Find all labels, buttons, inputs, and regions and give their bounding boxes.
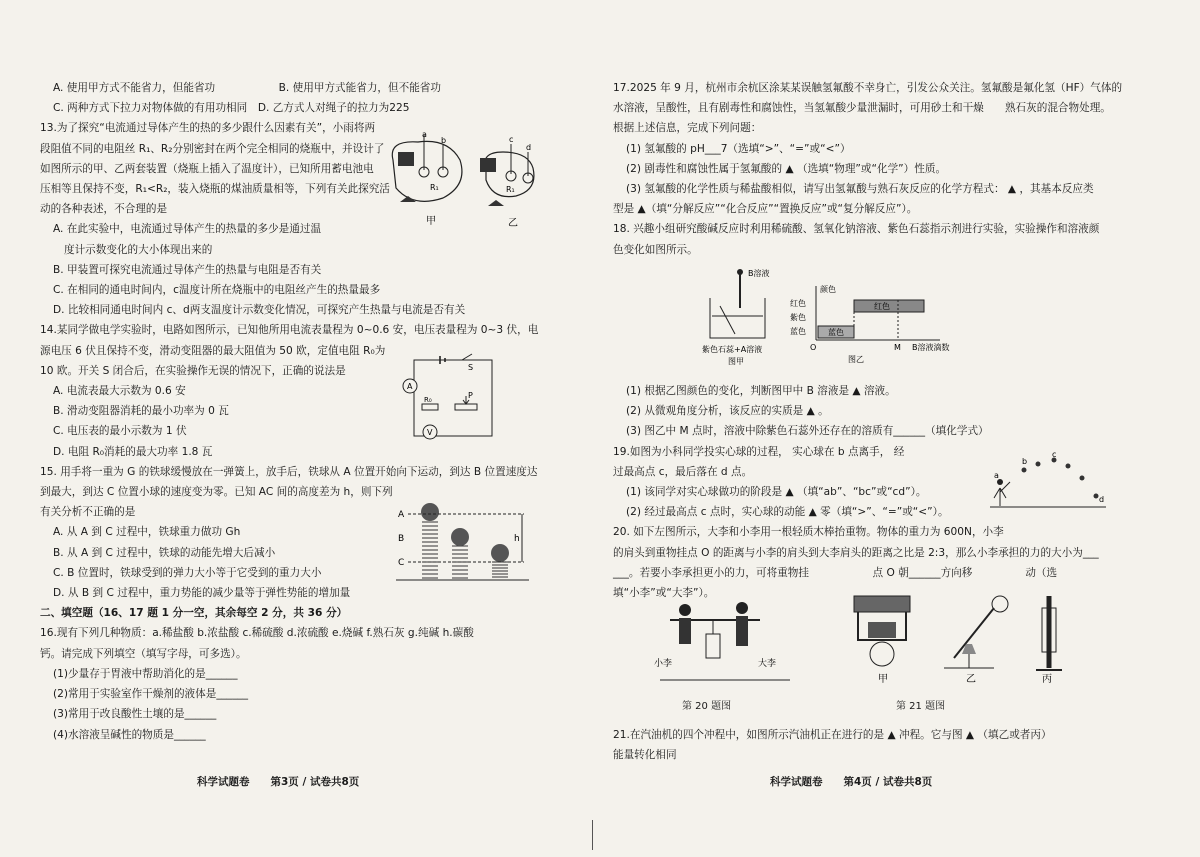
right-line: (1) 该同学对实心球做功的阶段是 ▲ （填“ab”、“bc”或“cd”）。 xyxy=(626,486,927,499)
q13-heating-figure xyxy=(388,130,548,230)
q18-fig-yi: 图乙 xyxy=(848,355,864,364)
q18-origin: O xyxy=(810,343,817,352)
right-line: (2) 剧毒性和腐蚀性属于氢氟酸的 ▲ （选填“物理”或“化学”）性质。 xyxy=(626,162,947,175)
q20-caption: 第 20 题图 xyxy=(682,701,732,712)
q13-label-a: a xyxy=(422,130,427,139)
right-line: (1) 根据乙图颜色的变化，判断图甲中 B 溶液是 ▲ 溶液。 xyxy=(626,385,896,398)
right-line: 过最高点 c，最后落在 d 点。 xyxy=(613,465,753,478)
q15-label-a: A xyxy=(398,510,405,520)
q18-beaker-label: 紫色石蕊+A溶液 xyxy=(702,345,763,354)
left-line: 动的各种表述，不合理的是 xyxy=(40,203,168,216)
q18-point-m: M xyxy=(894,343,901,352)
left-line: 压相等且保持不变，R₁<R₂，装入烧瓶的煤油质量相等，下列有关此探究活 xyxy=(40,183,390,196)
left-line: A. 使用甲方式不能省力，但能省功 B. 使用甲方式能省力，但不能省功 xyxy=(53,82,441,94)
right-line xyxy=(613,260,1173,280)
left-line: C. 在相同的通电时间内，c温度计所在烧瓶中的电阻丝产生的热量最多 xyxy=(53,284,381,297)
right-line: 色变化如图所示。 xyxy=(613,243,698,256)
left-line: 二、填空题（16、17 题 1 分一空，其余每空 2 分，共 36 分） xyxy=(40,607,348,620)
left-line: (3)常用于改良酸性土壤的是______ xyxy=(53,708,217,721)
q19-throw-figure xyxy=(990,452,1110,512)
q13-label-c: c xyxy=(509,135,514,144)
right-line: (1) 氢氟酸的 pH___7（选填“>”、“=”或“<”） xyxy=(626,142,851,155)
q20-carry-figure xyxy=(650,600,800,690)
left-line: 13.为了探究“电流通过导体产生的热的多少跟什么因素有关”，小雨将两 xyxy=(40,122,376,135)
q14-voltmeter-label: V xyxy=(427,428,433,437)
q15-label-b: B xyxy=(398,534,405,544)
right-line: 21.在汽油机的四个冲程中，如图所示汽油机正在进行的是 ▲ 冲程。它与图 ▲ （填乙或者丙） xyxy=(613,728,1052,741)
left-line: (2)常用于实验室作干燥剂的液体是______ xyxy=(53,688,249,701)
left-line: C. B 位置时，铁球受到的弹力大小等于它受到的重力大小 xyxy=(53,566,322,579)
right-line: (2) 从微观角度分析，该反应的实质是 ▲ 。 xyxy=(626,405,829,418)
q14-r0-label: R₀ xyxy=(424,396,432,404)
q19-label-d: d xyxy=(1099,495,1105,504)
q13-label-b: b xyxy=(441,136,447,145)
q15-spring-figure xyxy=(394,500,534,595)
q21-label-bing: 丙 xyxy=(1042,674,1052,684)
right-line: 填“小李”或“大李”）。 xyxy=(613,587,715,600)
right-line: (3) 氢氟酸的化学性质与稀盐酸相似，请写出氢氟酸与熟石灰反应的化学方程式： ▲ ，其基本反应类 xyxy=(626,183,1094,196)
q21-caption: 第 21 题图 xyxy=(896,701,946,712)
q13-label-d: d xyxy=(526,143,532,152)
q18-blue-level: 蓝色 xyxy=(790,327,806,336)
left-line: 15. 用手将一重为 G 的铁球缓慢放在一弹簧上，放手后，铁球从 A 位置开始向下运动，到达 B 位置速度达 xyxy=(40,465,538,478)
left-page-footer: 科学试题卷 第3页 / 试卷共8页 xyxy=(197,776,360,788)
q21-figures xyxy=(844,588,1084,684)
left-line: B. 从 A 到 C 过程中，铁球的动能先增大后减小 xyxy=(53,546,276,559)
left-line: 16.现有下列几种物质：a.稀盐酸 b.浓盐酸 c.稀硫酸 d.浓硫酸 e.烧碱 f.熟石灰 g.纯碱 h.碳酸 xyxy=(40,627,474,640)
left-line: A. 在此实验中，电流通过导体产生的热量的多少是通过温 xyxy=(53,223,322,236)
q14-ammeter-label: A xyxy=(407,382,413,391)
q18-yaxis-label: 颜色 xyxy=(820,285,836,294)
q14-slider-label: P xyxy=(468,391,473,400)
q18-b-solution-label: B溶液 xyxy=(748,269,770,278)
q18-fig-jia: 图甲 xyxy=(728,357,744,366)
q18-purple-level: 紫色 xyxy=(790,313,806,322)
right-line: (3) 图乙中 M 点时，溶液中除紫色石蕊外还存在的溶质有______（填化学式） xyxy=(626,425,989,438)
left-line: 度计示数变化的大小体现出来的 xyxy=(64,243,213,256)
right-line: ___。若要小李承担更小的力，可将重物挂 点 O 朝______方向移 动（选 xyxy=(613,566,1058,579)
left-line: C. 电压表的最小示数为 1 伏 xyxy=(53,425,187,438)
right-page-footer: 科学试题卷 第4页 / 试卷共8页 xyxy=(770,776,933,788)
right-line: (2) 经过最高点 c 点时，实心球的动能 ▲ 零（填“>”、“=”或“<”）。 xyxy=(626,506,949,519)
left-line: D. 电阻 R₀消耗的最大功率 1.8 瓦 xyxy=(53,445,213,458)
q19-label-c: c xyxy=(1052,452,1057,459)
q20-label-big: 大李 xyxy=(758,659,777,669)
left-line: 10 欧。开关 S 闭合后，在实验操作无误的情况下，正确的说法是 xyxy=(40,364,346,377)
left-line: 钙。请完成下列填空（填写字母，可多选）。 xyxy=(40,647,247,660)
q19-label-b: b xyxy=(1022,457,1028,466)
q13-caption-yi: 乙 xyxy=(508,218,518,229)
left-line: (1)少量存于胃液中帮助消化的是______ xyxy=(53,667,238,680)
right-line: 水溶液，呈酸性，且有剧毒性和腐蚀性，当氢氟酸少量泄漏时，可用砂土和干燥 熟石灰的混合物处理。 xyxy=(613,102,1111,115)
left-line: 段阻值不同的电阻丝 R₁、R₂分别密封在两个完全相同的烧瓶中，并设计了 xyxy=(40,142,385,155)
q13-label-r2: R₁ xyxy=(506,185,515,194)
q21-label-yi: 乙 xyxy=(966,674,976,684)
left-line: 14.某同学做电学实验时，电路如图所示，已知他所用电流表量程为 0~0.6 安，电压表量程为 0~3 伏，电 xyxy=(40,324,539,337)
q13-label-r1: R₁ xyxy=(430,183,439,192)
left-line: C. 两种方式下拉力对物体做的有用功相同 D. 乙方式人对绳子的拉力为225 xyxy=(53,102,410,115)
q18-box-red: 红色 xyxy=(874,302,890,311)
q18-color-chart xyxy=(790,282,990,368)
right-line: 能量转化相同 xyxy=(613,748,677,761)
right-line: 型是 ▲（填“分解反应”“化合反应”“置换反应”或“复分解反应”）。 xyxy=(613,203,918,216)
left-line: 如图所示的甲、乙两套装置（烧瓶上插入了温度计），已知所用蓄电池电 xyxy=(40,162,374,175)
left-line: D. 比较相同通电时间内 c、d两支温度计示数变化情况，可探究产生热量与电流是否有关 xyxy=(53,304,466,317)
left-line: 源电压 6 伏且保持不变，滑动变阻器的最大阻值为 50 欧，定值电阻 R₀为 xyxy=(40,344,386,357)
q15-label-c: C xyxy=(398,558,405,568)
right-line: 根据上述信息，完成下列问题： xyxy=(613,122,762,135)
left-line: D. 从 B 到 C 过程中，重力势能的减少量等于弹性势能的增加量 xyxy=(53,587,351,600)
q13-caption-jia: 甲 xyxy=(426,216,436,227)
left-line: B. 滑动变阻器消耗的最小功率为 0 瓦 xyxy=(53,405,229,418)
left-line: A. 从 A 到 C 过程中，铁球重力做功 Gh xyxy=(53,526,241,539)
q18-xaxis-label: B溶液滴数 xyxy=(912,343,950,352)
left-line: 到最大，到达 C 位置小球的速度变为零。已知 AC 间的高度差为 h，则下列 xyxy=(40,486,393,499)
q18-box-blue: 蓝色 xyxy=(828,328,844,337)
right-line: 的肩头到重物挂点 O 的距离与小李的肩头到大李肩头的距离之比是 2:3，那么小李承担的力的大小为___ xyxy=(613,546,1099,559)
right-line: 18. 兴趣小组研究酸碱反应时利用稀硫酸、氢氧化钠溶液、紫色石蕊指示剂进行实验，实验操作和溶液颜 xyxy=(613,223,1100,236)
q15-label-h: h xyxy=(514,534,520,544)
page-divider xyxy=(592,820,593,850)
q18-beaker-figure xyxy=(700,268,790,368)
q19-label-a: a xyxy=(994,471,999,480)
right-line: 17.2025 年 9 月，杭州市余杭区涂某某误触氢氟酸不幸身亡，引发公众关注。氢氟酸是氟化氢（HF）气体的 xyxy=(613,82,1123,94)
q14-switch-label: S xyxy=(468,363,474,372)
right-line: 20. 如下左图所示，大李和小李用一根轻质木棒抬重物。物体的重力为 600N，小李 xyxy=(613,526,1004,539)
right-line: 19.如图为小科同学投实心球的过程， 实心球在 b 点离手， 经 xyxy=(613,445,905,458)
q14-circuit-figure xyxy=(400,352,500,442)
q20-label-small: 小李 xyxy=(654,659,673,669)
left-line: B. 甲装置可探究电流通过导体产生的热量与电阻是否有关 xyxy=(53,263,322,276)
left-line: A. 电流表最大示数为 0.6 安 xyxy=(53,385,186,398)
left-line: 有关分析不正确的是 xyxy=(40,506,136,519)
q21-label-jia: 甲 xyxy=(878,674,888,684)
q18-red-level: 红色 xyxy=(790,299,806,308)
left-line: (4)水溶液呈碱性的物质是______ xyxy=(53,728,206,741)
